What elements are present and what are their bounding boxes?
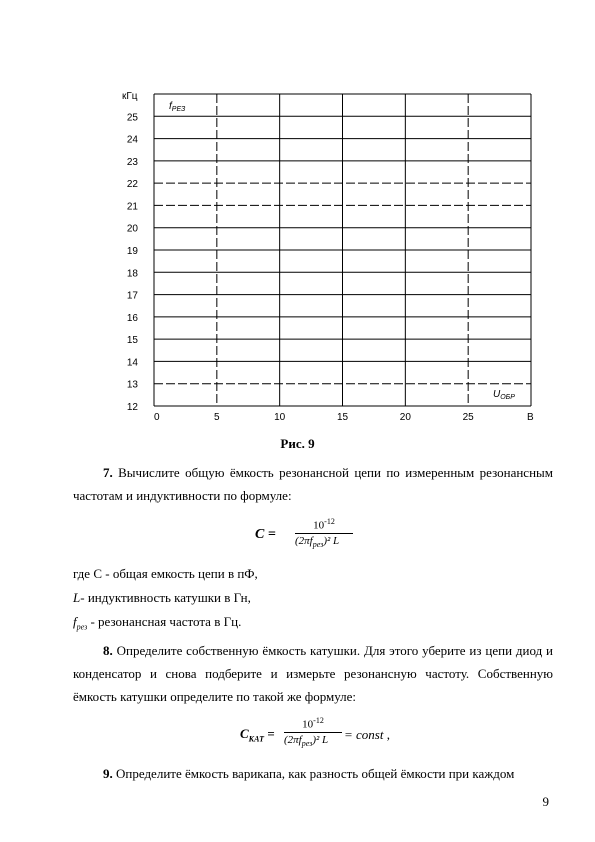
- step-8-paragraph: [73, 639, 553, 708]
- x-axis-label: $U_{ОБР}$: [493, 389, 515, 401]
- x-unit-label: В: [527, 412, 534, 423]
- y-tick-label: 20: [126, 223, 138, 235]
- x-tick-label: 5: [214, 412, 220, 423]
- y-tick-label: 21: [126, 201, 138, 213]
- formula2-fraction-bar: [284, 732, 342, 733]
- step-9-number: 9.: [103, 766, 113, 781]
- definition-l: L- индуктивность катушки в Гн,: [73, 590, 251, 605]
- formula2-rhs: = const ,: [344, 727, 390, 742]
- formula1-numerator: $10^{-12}$: [313, 517, 335, 532]
- formula2-denominator: $(2\pi f_{рез})^2$ L: [284, 734, 329, 749]
- y-tick-label: 23: [126, 156, 138, 168]
- y-tick-label: 12: [126, 402, 138, 413]
- y-tick-label: 17: [126, 290, 138, 302]
- y-tick-label: 13: [126, 379, 138, 391]
- step-7-paragraph: [73, 461, 553, 507]
- y-tick-label: 25: [126, 112, 138, 124]
- page-number: 9: [542, 794, 549, 809]
- formula1-lhs: C =: [255, 527, 276, 542]
- step-8-text: Определите собственную ёмкость катушки. Для этого уберите из цепи диод и конденсатор и снова подберите и измерьте резонансную частоту. Собственную ёмкость катушки определите по такой же формуле:: [73, 643, 553, 704]
- step-8-number: 8.: [103, 643, 113, 658]
- step-7-text: Вычислите общую ёмкость резонансной цепи по измеренным резонансным частотам и индуктивности по формуле:: [73, 465, 553, 503]
- x-tick-label: 10: [274, 412, 286, 423]
- y-tick-label: 16: [126, 312, 138, 324]
- x-tick-label: 0: [154, 412, 160, 423]
- y-unit-label: кГц: [122, 91, 138, 102]
- figure-caption: Рис. 9: [280, 436, 315, 451]
- y-tick-label: 24: [126, 134, 138, 146]
- series-label: $f_{РЕЗ}$: [169, 101, 186, 113]
- formula1-denominator: $(2\pi f_{рез})^2$ L: [295, 535, 340, 550]
- y-tick-label: 15: [126, 335, 138, 347]
- formula1-fraction-bar: [295, 533, 353, 534]
- y-tick-label: 18: [126, 268, 138, 280]
- x-tick-label: 25: [462, 412, 474, 423]
- x-tick-label: 20: [399, 412, 411, 423]
- y-tick-label: 22: [126, 179, 138, 191]
- formula2-numerator: $10^{-12}$: [302, 716, 324, 731]
- x-tick-label: 15: [336, 412, 349, 423]
- y-tick-label: 14: [126, 357, 138, 369]
- x-tick-labels: [154, 412, 474, 423]
- step-9-paragraph: [73, 762, 553, 785]
- step-7-number: 7.: [103, 465, 113, 480]
- definition-c: где С - общая емкость цепи в пФ,: [73, 566, 258, 581]
- step-9-text: Определите ёмкость варикапа, как разность общей ёмкости при каждом: [116, 766, 515, 781]
- formula2-lhs: $C_{КАТ}$ =: [240, 726, 275, 744]
- y-tick-label: 19: [126, 246, 138, 257]
- y-tick-labels: [127, 112, 139, 413]
- definition-f: $f_{рез}$ - резонансная частота в Гц.: [73, 614, 242, 632]
- chart-grid: [154, 94, 531, 406]
